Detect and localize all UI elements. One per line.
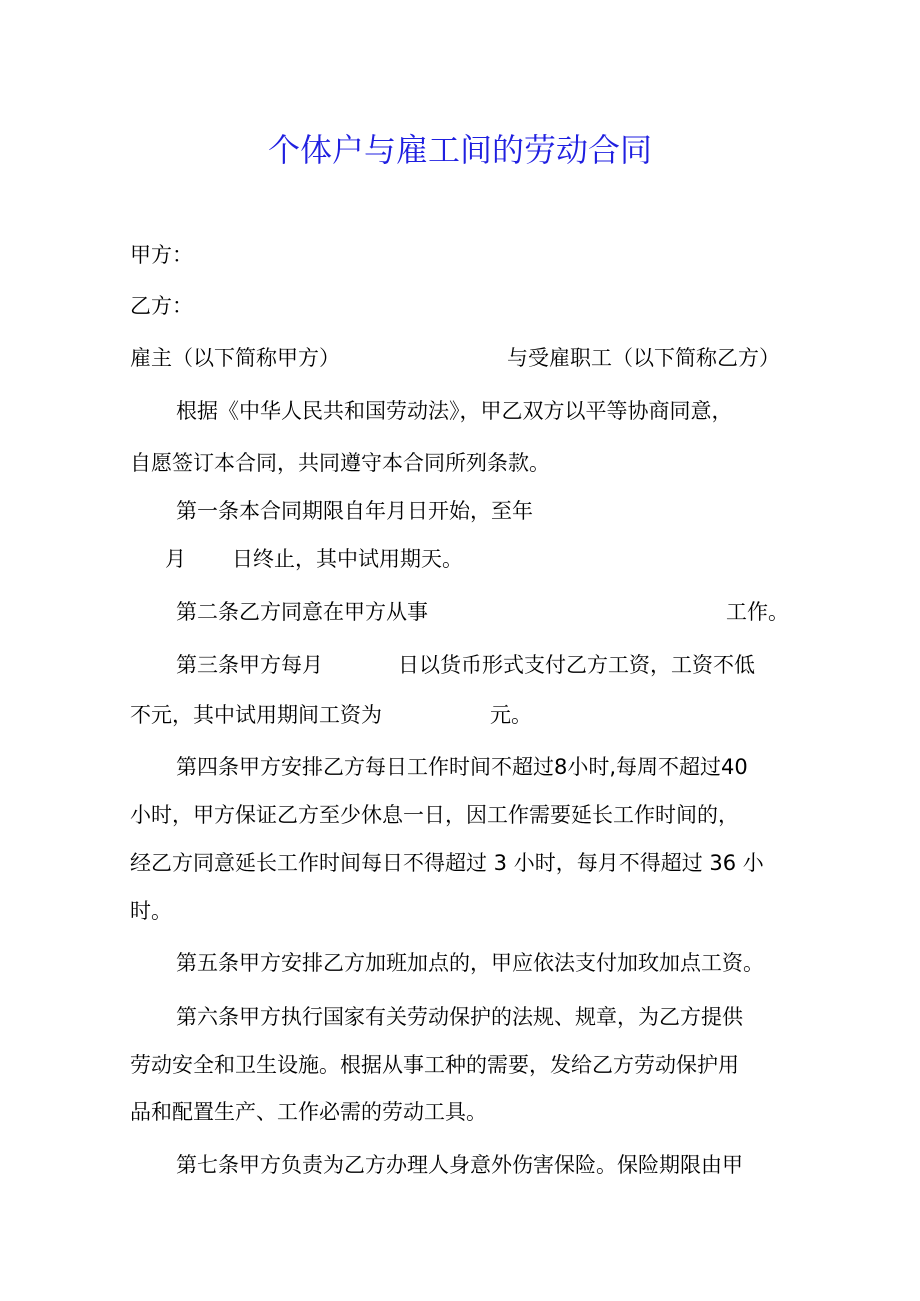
- article-3-line-1b: 日以货币形式支付乙方工资，工资不低: [398, 653, 755, 677]
- article-1-line-2: 日终止，其中试用期天。: [232, 547, 463, 571]
- document-title: 个体户与雇工间的劳动合同: [267, 131, 652, 169]
- article-2-end: 工作。: [726, 600, 789, 624]
- article-1-month: 月: [165, 547, 186, 571]
- article-4-line-4: 时。: [130, 899, 172, 923]
- article-7-line-1: 第七条甲方负责为乙方办理人身意外伤害保险。保险期限由甲: [176, 1153, 743, 1177]
- article-6-line-2: 劳动安全和卫生设施。根据从事工种的需要，发给乙方劳动保护用: [130, 1053, 739, 1077]
- article-4-line-2: 小时，甲方保证乙方至少休息一日，因工作需要延长工作时间的，: [130, 803, 739, 827]
- article-3-line-2a: 不元，其中试用期间工资为: [130, 703, 382, 727]
- article-5-line: 第五条甲方安排乙方加班加点的，甲应依法支付加玫加点工资。: [176, 951, 764, 975]
- intro-line-1: 根据《中华人民共和国劳动法》，甲乙双方以平等协商同意，: [176, 399, 733, 423]
- article-3-line-2b: 元。: [490, 703, 532, 727]
- party-b-line: 乙方：: [130, 294, 193, 318]
- article-4-line-3: 经乙方同意延长工作时间每日不得超过 3 小时，每月不得超过 36 小: [130, 851, 764, 875]
- employer-label: 雇主（以下简称甲方）: [130, 346, 340, 370]
- article-3-line-1a: 第三条甲方每月: [176, 653, 323, 677]
- intro-line-2: 自愿签订本合同，共同遵守本合同所列条款。: [130, 451, 550, 475]
- article-6-line-1: 第六条甲方执行国家有关劳动保护的法规、规章，为乙方提供: [176, 1005, 743, 1029]
- article-6-line-3: 品和配置生产、工作必需的劳动工具。: [130, 1100, 487, 1124]
- article-4-line-1: 第四条甲方安排乙方每日工作时间不超过8小时,每周不超过40: [176, 755, 748, 779]
- article-1-line-1: 第一条本合同期限自年月日开始，至年: [176, 499, 533, 523]
- article-2-line: 第二条乙方同意在甲方从事: [176, 600, 428, 624]
- party-a-line: 甲方：: [130, 243, 193, 267]
- employee-label: 与受雇职工（以下简称乙方）: [507, 346, 780, 370]
